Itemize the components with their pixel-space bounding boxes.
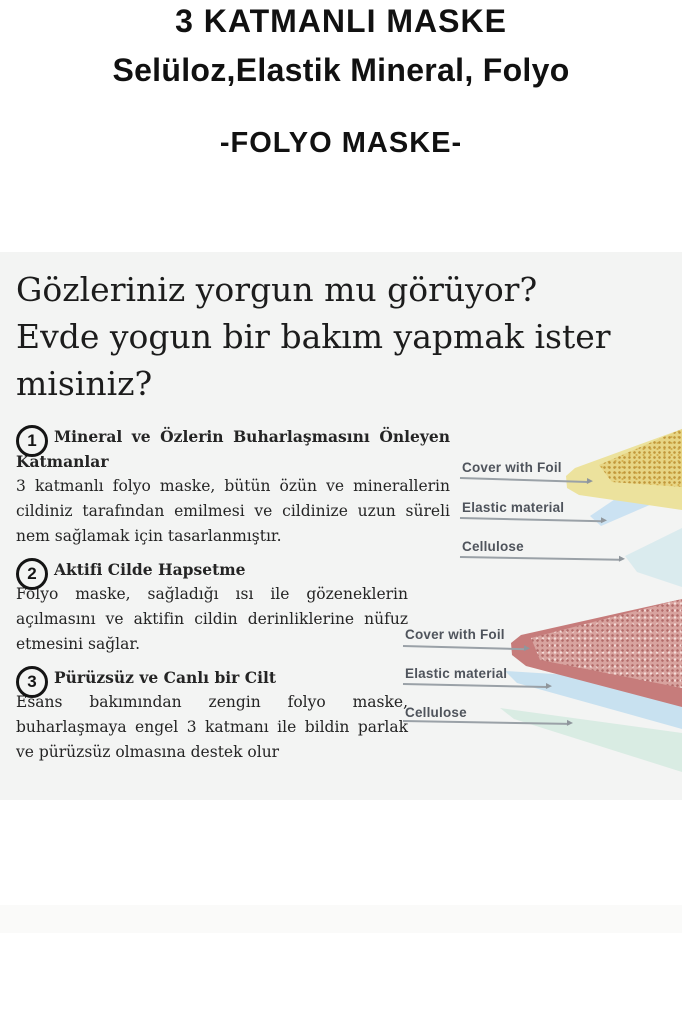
arrow-right-icon bbox=[601, 518, 607, 524]
section-title: Mineral ve Özlerin Buharlaşmasını Önleyen Katmanlar bbox=[16, 427, 450, 471]
arrow-right-icon bbox=[546, 683, 552, 689]
product-title-line2: Selüloz,Elastik Mineral, Folyo bbox=[112, 52, 570, 88]
step-number-badge: 1 bbox=[16, 425, 48, 457]
layer-label-elastic-material: Elastic material bbox=[462, 500, 565, 515]
intro-headline-line: Gözleriniz yorgun mu görüyor? bbox=[16, 270, 538, 309]
arrow-right-icon bbox=[619, 556, 625, 562]
step-number-badge: 2 bbox=[16, 558, 48, 590]
layer-label-cellulose: Cellulose bbox=[405, 705, 467, 720]
intro-headline bbox=[16, 266, 661, 407]
faint-divider-band bbox=[0, 905, 682, 933]
step-number-badge: 3 bbox=[16, 666, 48, 698]
arrow-right-icon bbox=[524, 646, 530, 652]
layer-label-elastic-material: Elastic material bbox=[405, 666, 508, 681]
section-body: Folyo maske, sağladığı ısı ile gözeneklerin açılmasını ve aktifin cildin derinliklerine nüfuz etmesini sağlar. bbox=[16, 585, 408, 653]
layer-label-cover-with-foil: Cover with Foil bbox=[462, 460, 562, 475]
section-title: Aktifi Cilde Hapsetme bbox=[54, 560, 246, 579]
section-1 bbox=[16, 424, 450, 549]
section-3 bbox=[16, 665, 408, 765]
layer-label-cellulose: Cellulose bbox=[462, 539, 524, 554]
arrow-right-icon bbox=[567, 720, 573, 726]
intro-headline-line: Evde yogun bir bakım yapmak ister bbox=[16, 317, 611, 356]
section-body: 3 katmanlı folyo maske, bütün özün ve minerallerin cildiniz tarafından emilmesi ve cildinize uzun süreli nem sağlamak için tasarlanmıştır. bbox=[16, 477, 450, 545]
layer-label-cover-with-foil: Cover with Foil bbox=[405, 627, 505, 642]
section-body: Esans bakımından zengin folyo maske, buharlaşmaya engel 3 katmanı ile bildin parlak ve pürüzsüz olmasına destek olur bbox=[16, 693, 408, 761]
section-title: Pürüzsüz ve Canlı bir Cilt bbox=[54, 668, 277, 687]
product-subtitle: -FOLYO MASKE- bbox=[219, 127, 463, 159]
arrow-right-icon bbox=[587, 478, 593, 484]
benefits-column bbox=[16, 424, 456, 773]
intro-headline-line: misiniz? bbox=[16, 364, 153, 403]
product-title-line1: 3 KATMANLI MASKE bbox=[175, 3, 507, 39]
section-2 bbox=[16, 557, 408, 657]
